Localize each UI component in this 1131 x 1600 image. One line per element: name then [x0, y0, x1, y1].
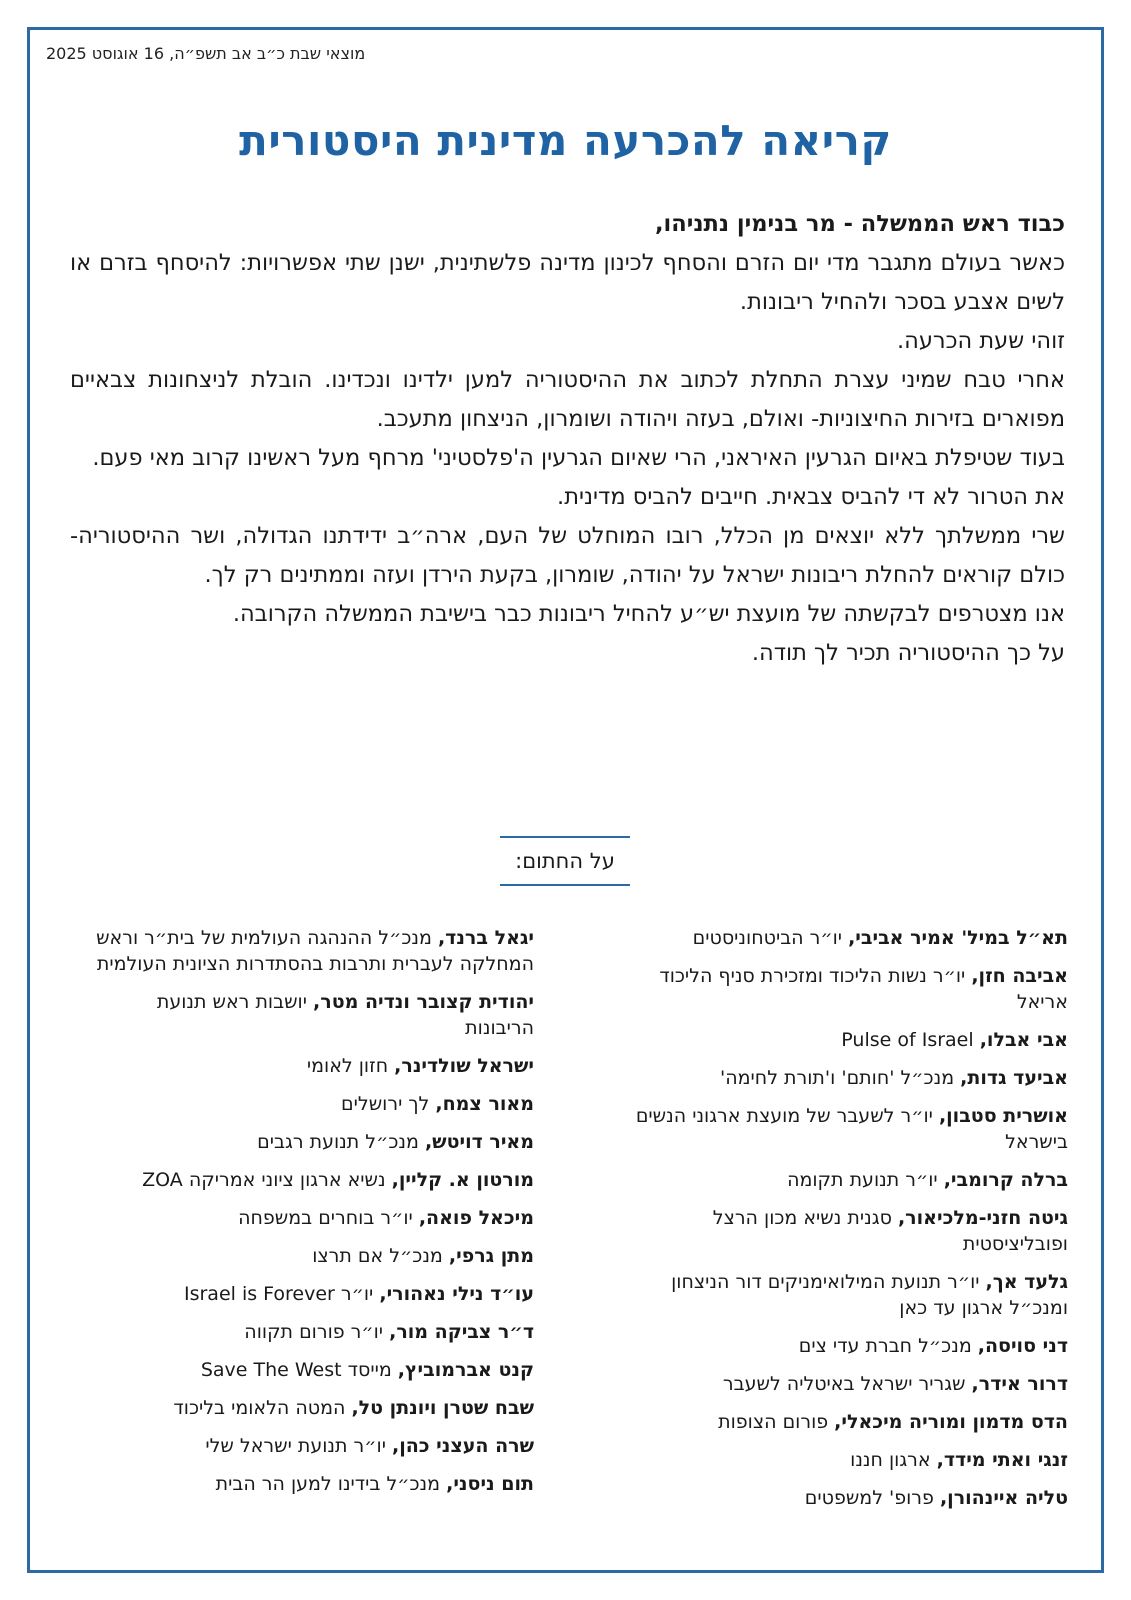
signatory — [82, 925, 534, 977]
signatory-role: פרופ' למשפטים — [804, 1487, 940, 1509]
signatory-name: מורטון א. קליין, — [391, 1169, 534, 1191]
letter-body — [70, 205, 1065, 673]
date-line: מוצאי שבת כ״ב אב תשפ״ה, 16 אוגוסט 2025 — [46, 44, 366, 63]
signatory-role: יו״ר תנועת המילואימניקים דור הניצחון ומנכ״ל ארגון עד כאן — [671, 1271, 1068, 1319]
signatory-name: אושרית סטבון, — [938, 1105, 1068, 1127]
signatory-role: מנכ״ל תנועת רגבים — [257, 1131, 425, 1153]
signatory — [618, 1269, 1068, 1321]
signatory — [82, 1167, 534, 1193]
paragraph: זוהי שעת הכרעה. — [896, 328, 1065, 354]
signatory-role: יו״ר הביטחוניסטים — [692, 927, 849, 949]
signatory — [618, 925, 1068, 951]
paragraph: אנו מצטרפים לבקשתה של מועצת יש״ע להחיל ריבונות כבר בישיבת הממשלה הקרובה. — [232, 601, 1065, 627]
signatory-role: יו״ר בוחרים במשפחה — [238, 1207, 419, 1229]
signatory — [82, 989, 534, 1041]
signatory — [82, 1205, 534, 1231]
signatory-role: מנכ״ל 'חותם' ו'תורת לחימה' — [719, 1067, 961, 1089]
salutation: כבוד ראש הממשלה - מר בנימין נתניהו, — [654, 211, 1065, 237]
signatory — [618, 1485, 1068, 1511]
signatory-name: ד״ר צביקה מור, — [389, 1321, 534, 1343]
signatory-name: אביעד גדות, — [960, 1067, 1068, 1089]
signatory-role: מנכ״ל חברת עדי צים — [798, 1335, 978, 1357]
signatory — [618, 1447, 1068, 1473]
signatory-role: שגריר ישראל באיטליה לשעבר — [722, 1373, 972, 1395]
signatories-heading: על החתום: — [500, 836, 630, 886]
signatory-name: דני סויסה, — [977, 1335, 1068, 1357]
paragraph: כאשר בעולם מתגבר מדי יום הזרם והסחף לכינון מדינה פלשתינית, ישנן שתי אפשרויות: להיסחף בזרם או לשים אצבע בסכר ולהחיל ריבונות. — [70, 250, 1065, 315]
signatory — [82, 1319, 534, 1345]
signatory-role: מנכ״ל ההנהגה העולמית של בית״ר וראש המחלקה לעברית ותרבות בהסתדרות הציונית העולמית — [96, 927, 534, 975]
signatory — [82, 1471, 534, 1497]
signatory — [618, 1167, 1068, 1193]
signatory — [82, 1129, 534, 1155]
signatory — [82, 1357, 534, 1383]
page-title: קריאה להכרעה מדינית היסטורית — [239, 116, 892, 165]
signatory-name: אביבה חזן, — [971, 965, 1068, 987]
signatory-name: שבח שטרן ויונתן טל, — [351, 1397, 534, 1419]
paragraph: את הטרור לא די להביס צבאית. חייבים להביס מדינית. — [557, 484, 1065, 510]
signatory-role: מנכ״ל אם תרצו — [312, 1245, 449, 1267]
signatory — [618, 1409, 1068, 1435]
signatories-left-column — [82, 925, 534, 1509]
signatory-role: נשיא ארגון ציוני אמריקה ZOA — [142, 1169, 392, 1191]
signatory-name: קנט אברמוביץ, — [397, 1359, 534, 1381]
signatory-name: זנגי ואתי מידד, — [936, 1449, 1068, 1471]
signatory-role: יושבות ראש תנועת הריבונות — [156, 991, 534, 1039]
signatory-name: טליה איינהורן, — [939, 1487, 1068, 1509]
signatory-role: מנכ״ל בידינו למען הר הבית — [215, 1473, 447, 1495]
signatory-role: Pulse of Israel — [841, 1029, 980, 1051]
signatory-role: סגנית נשיא מכון הרצל ופובליציסטית — [712, 1207, 1068, 1255]
signatory-role: יו״ר נשות הליכוד ומזכירת סניף הליכוד אריאל — [659, 965, 1068, 1013]
signatories-right-column — [618, 925, 1068, 1523]
signatory-role: יו״ר תנועת ישראל שלי — [205, 1435, 392, 1457]
signatory — [82, 1433, 534, 1459]
signatory-role: חזון לאומי — [306, 1055, 395, 1077]
signatory-name: עו״ד נילי נאהורי, — [379, 1283, 534, 1305]
signatory — [82, 1281, 534, 1307]
signatory-role: יו״ר Israel is Forever — [183, 1283, 380, 1305]
signatory-name: גיטה חזני-מלכיאור, — [897, 1207, 1068, 1229]
signatory-name: מאור צמח, — [435, 1093, 534, 1115]
signatory — [618, 1027, 1068, 1053]
paragraph: שרי ממשלתך ללא יוצאים מן הכלל, רובו המוחלט של העם, ארה״ב ידידתנו הגדולה, ושר ההיסטוריה- כולם קוראים להחלת ריבונות ישראל על יהודה, שומרון, בקעת הירדן ועזה וממתינים רק לך. — [70, 523, 1065, 588]
signatory — [618, 1333, 1068, 1359]
signatory — [82, 1091, 534, 1117]
signatory-name: תום ניסני, — [446, 1473, 534, 1495]
signatory — [618, 1371, 1068, 1397]
signatory-name: מיכאל פואה, — [418, 1207, 534, 1229]
signatory-name: אבי אבלו, — [979, 1029, 1068, 1051]
signatory — [82, 1395, 534, 1421]
signatory — [618, 1205, 1068, 1257]
paragraph: על כך ההיסטוריה תכיר לך תודה. — [751, 640, 1065, 666]
signatory-name: דרור אידר, — [971, 1373, 1068, 1395]
signatory-name: יגאל ברנד, — [437, 927, 534, 949]
signatory-name: שרה העצני כהן, — [392, 1435, 534, 1457]
signatory-name: ישראל שולדינר, — [394, 1055, 534, 1077]
signatory — [618, 963, 1068, 1015]
signatory-role: לך ירושלים — [341, 1093, 436, 1115]
signatory — [618, 1065, 1068, 1091]
signatory-name: מתן גרפי, — [448, 1245, 534, 1267]
signatory-name: יהודית קצובר ונדיה מטר, — [313, 991, 534, 1013]
signatory-role: יו״ר תנועת תקומה — [787, 1169, 944, 1191]
signatory — [82, 1053, 534, 1079]
signatory-name: הדס מדמון ומוריה מיכאלי, — [834, 1411, 1068, 1433]
signatory-role: מייסד Save The West — [200, 1359, 398, 1381]
signatory — [82, 1243, 534, 1269]
signatory-name: גלעד אך, — [985, 1271, 1068, 1293]
signatory-role: יו״ר לשעבר של מועצת ארגוני הנשים בישראל — [635, 1105, 1068, 1153]
paragraph: בעוד שטיפלת באיום הגרעין האיראני, הרי שאיום הגרעין ה'פלסטיני' מרחף מעל ראשינו קרוב מאי פעם. — [92, 445, 1065, 471]
signatory-role: המטה הלאומי בליכוד — [173, 1397, 352, 1419]
signatory-role: יו״ר פורום תקווה — [244, 1321, 390, 1343]
paragraph: אחרי טבח שמיני עצרת התחלת לכתוב את ההיסטוריה למען ילדינו ונכדינו. הובלת לניצחונות צבאיים מפוארים בזירות החיצוניות- ואולם, בעזה ויהודה ושומרון, הניצחון מתעכב. — [70, 367, 1065, 432]
signatory — [618, 1103, 1068, 1155]
signatory-role: ארגון חננו — [850, 1449, 937, 1471]
signatory-role: פורום הצופות — [718, 1411, 835, 1433]
signatory-name: תא״ל במיל' אמיר אביבי, — [848, 927, 1068, 949]
signatory-name: ברלה קרומבי, — [943, 1169, 1068, 1191]
signatory-name: מאיר דויטש, — [424, 1131, 534, 1153]
